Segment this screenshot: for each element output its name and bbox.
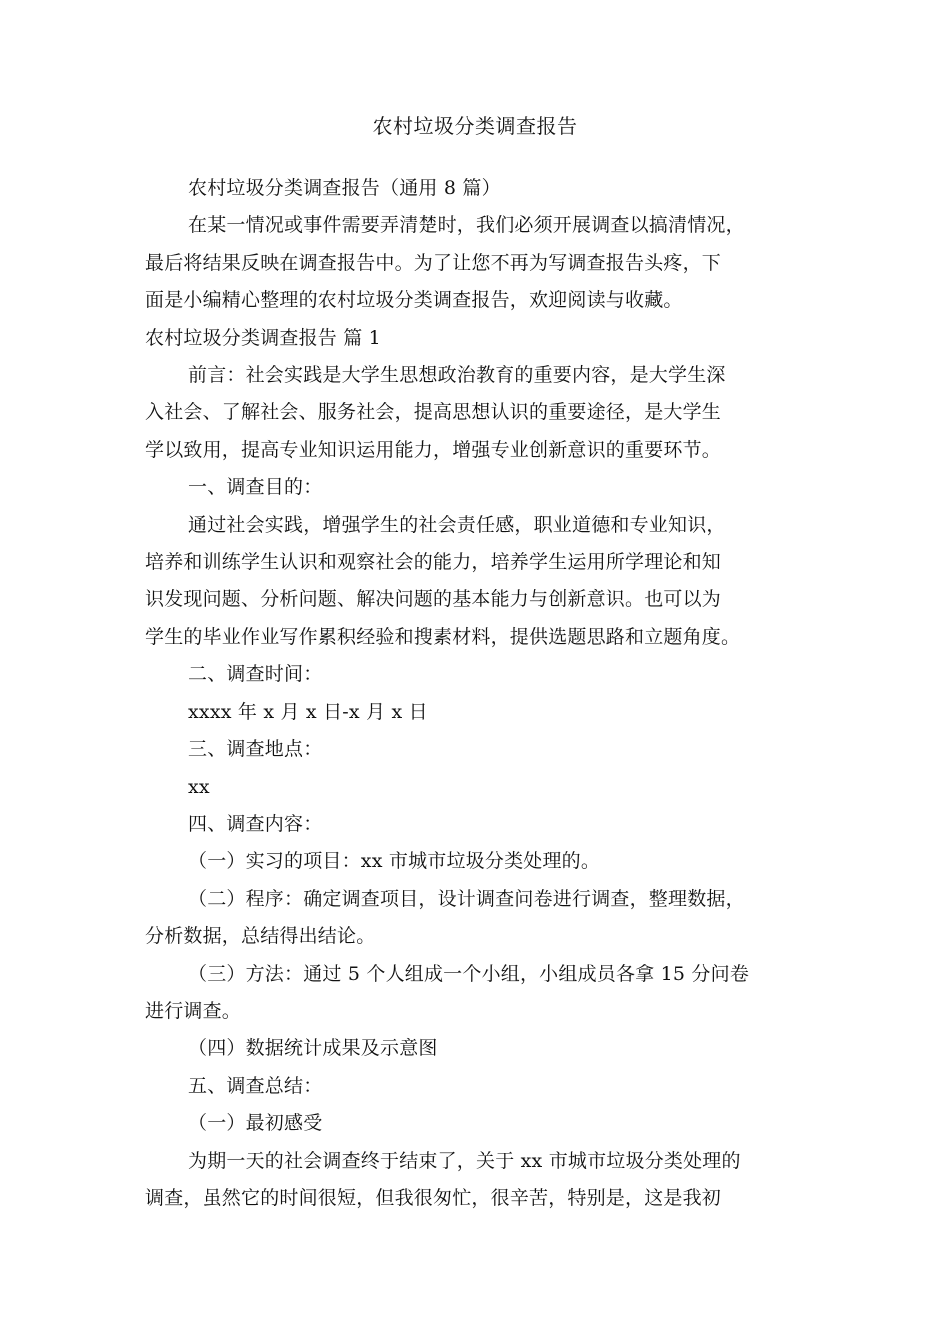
section-heading: 农村垃圾分类调查报告 篇 1 xyxy=(145,326,381,349)
paragraph-line: （一）最初感受 xyxy=(188,1112,323,1135)
paragraph-line: xxxx 年 x 月 x 日-x 月 x 日 xyxy=(188,700,428,723)
section-heading: 二、调查时间： xyxy=(188,663,323,686)
paragraph-line: 通过社会实践，增强学生的社会责任感，职业道德和专业知识， xyxy=(188,513,726,536)
subtitle-line: 农村垃圾分类调查报告（通用 8 篇） xyxy=(188,177,501,199)
paragraph-line: 在某一情况或事件需要弄清楚时，我们必须开展调查以搞清情况， xyxy=(188,214,745,237)
paragraph-line: （四）数据统计成果及示意图 xyxy=(188,1037,438,1060)
paragraph-line: 学生的毕业作业写作累积经验和搜素材料，提供选题思路和立题角度。 xyxy=(145,625,741,648)
section-heading: 五、调查总结： xyxy=(188,1074,323,1097)
paragraph-line: （二）程序：确定调查项目，设计调查问卷进行调查，整理数据， xyxy=(188,887,745,910)
document-body xyxy=(145,170,825,1217)
paragraph-line: 分析数据，总结得出结论。 xyxy=(145,925,376,948)
paragraph-line: 识发现问题、分析问题、解决问题的基本能力与创新意识。也可以为 xyxy=(145,588,722,611)
document-title: 农村垃圾分类调查报告 xyxy=(372,114,578,138)
paragraph-line: 为期一天的社会调查终于结束了，关于 xx 市城市垃圾分类处理的 xyxy=(188,1149,741,1172)
paragraph-line: 进行调查。 xyxy=(145,999,242,1022)
section-heading: 三、调查地点： xyxy=(188,738,323,761)
section-heading: 一、调查目的： xyxy=(188,476,323,499)
paragraph-line: 培养和训练学生认识和观察社会的能力，培养学生运用所学理论和知 xyxy=(145,551,722,574)
paragraph-line: 前言：社会实践是大学生思想政治教育的重要内容，是大学生深 xyxy=(188,364,726,387)
paragraph-line: xx xyxy=(188,775,210,798)
paragraph-line: （三）方法：通过 5 个人组成一个小组，小组成员各拿 15 分问卷 xyxy=(188,962,750,985)
section-heading: 四、调查内容： xyxy=(188,812,323,835)
paragraph-line: 调查，虽然它的时间很短，但我很匆忙，很辛苦，特别是，这是我初 xyxy=(145,1186,722,1209)
paragraph-line: 学以致用，提高专业知识运用能力，增强专业创新意识的重要环节。 xyxy=(145,438,722,461)
paragraph-line: 入社会、了解社会、服务社会，提高思想认识的重要途径，是大学生 xyxy=(145,401,722,424)
paragraph-line: 面是小编精心整理的农村垃圾分类调查报告，欢迎阅读与收藏。 xyxy=(145,289,683,312)
paragraph-line: （一）实习的项目：xx 市城市垃圾分类处理的。 xyxy=(188,850,601,873)
paragraph-line: 最后将结果反映在调查报告中。为了让您不再为写调查报告头疼，下 xyxy=(145,251,722,274)
